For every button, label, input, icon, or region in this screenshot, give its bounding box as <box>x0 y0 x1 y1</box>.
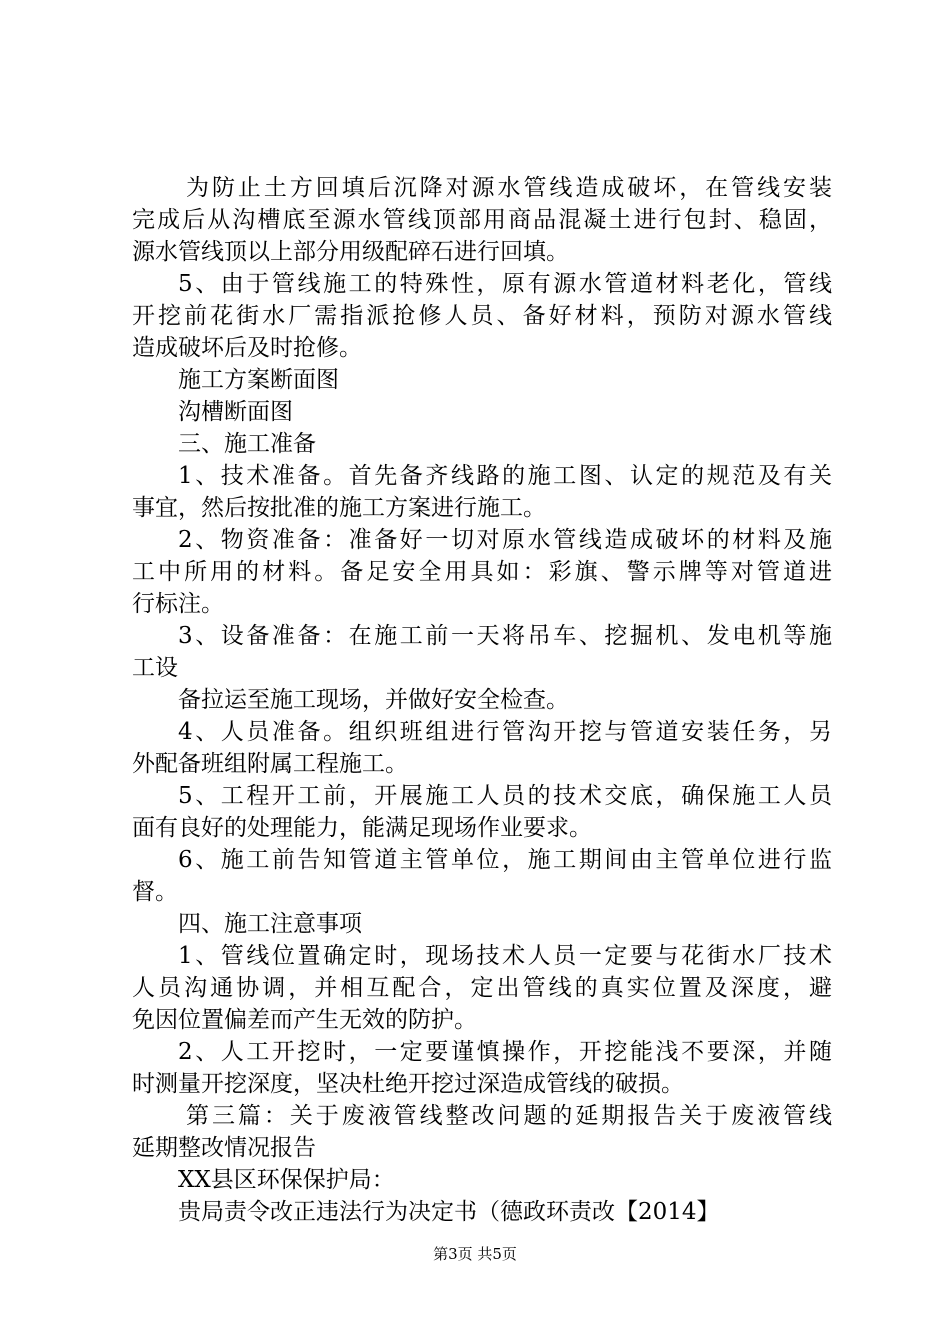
paragraph-line: 2、物资准备：准备好一切对原水管线造成破坏的材料及施 <box>178 527 832 553</box>
section-caption: 沟槽断面图 <box>178 399 293 425</box>
paragraph-line: 面有良好的处理能力，能满足现场作业要求。 <box>132 815 592 841</box>
paragraph-line: 督。 <box>132 879 178 905</box>
paragraph-line: 开挖前花街水厂需指派抢修人员、备好材料，预防对源水管线 <box>132 303 832 329</box>
paragraph-line: 1、管线位置确定时，现场技术人员一定要与花街水厂技术 <box>178 943 832 969</box>
section-heading: 四、施工注意事项 <box>178 911 362 937</box>
chapter-title: 第三篇：关于废液管线整改问题的延期报告关于废液管线 <box>186 1103 832 1129</box>
paragraph-line: 1、技术准备。首先备齐线路的施工图、认定的规范及有关 <box>178 463 832 489</box>
paragraph-line: 完成后从沟槽底至源水管线顶部用商品混凝土进行包封、稳固， <box>132 207 832 233</box>
paragraph-line: 免因位置偏差而产生无效的防护。 <box>132 1007 477 1033</box>
paragraph-line: 事宜，然后按批准的施工方案进行施工。 <box>132 495 546 521</box>
document-body <box>132 172 832 1228</box>
paragraph-line: 行标注。 <box>132 591 224 617</box>
paragraph-line: 备拉运至施工现场，并做好安全检查。 <box>178 687 569 713</box>
paragraph-line: 源水管线顶以上部分用级配碎石进行回填。 <box>132 239 569 265</box>
page-number-footer: 第3页 共5页 <box>433 1245 517 1263</box>
section-caption: 施工方案断面图 <box>178 367 339 393</box>
paragraph-line: 人员沟通协调，并相互配合，定出管线的真实位置及深度，避 <box>132 975 832 1001</box>
paragraph-line: 贵局责令改正违法行为决定书（德政环责改【2014】 <box>178 1199 720 1225</box>
paragraph-line: 工中所用的材料。备足安全用具如：彩旗、警示牌等对管道进 <box>132 559 832 585</box>
paragraph-line: 5、工程开工前，开展施工人员的技术交底，确保施工人员 <box>178 783 832 809</box>
addressee: XX县区环保保护局： <box>178 1167 395 1193</box>
paragraph-line: 为防止土方回填后沉降对源水管线造成破坏，在管线安装 <box>186 175 832 201</box>
paragraph-line: 4、人员准备。组织班组进行管沟开挖与管道安装任务，另 <box>178 719 832 745</box>
paragraph-line: 2、人工开挖时，一定要谨慎操作，开挖能浅不要深，并随 <box>178 1039 832 1065</box>
paragraph-line: 5、由于管线施工的特殊性，原有源水管道材料老化，管线 <box>178 271 832 297</box>
paragraph-line: 6、施工前告知管道主管单位，施工期间由主管单位进行监 <box>178 847 832 873</box>
section-heading: 三、施工准备 <box>178 431 316 457</box>
paragraph-line: 3、设备准备：在施工前一天将吊车、挖掘机、发电机等施 <box>178 623 832 649</box>
paragraph-line: 时测量开挖深度，坚决杜绝开挖过深造成管线的破损。 <box>132 1071 684 1097</box>
paragraph-line: 造成破坏后及时抢修。 <box>132 335 362 361</box>
chapter-title: 延期整改情况报告 <box>132 1135 316 1161</box>
paragraph-line: 外配备班组附属工程施工。 <box>132 751 408 777</box>
paragraph-line: 工设 <box>132 655 178 681</box>
